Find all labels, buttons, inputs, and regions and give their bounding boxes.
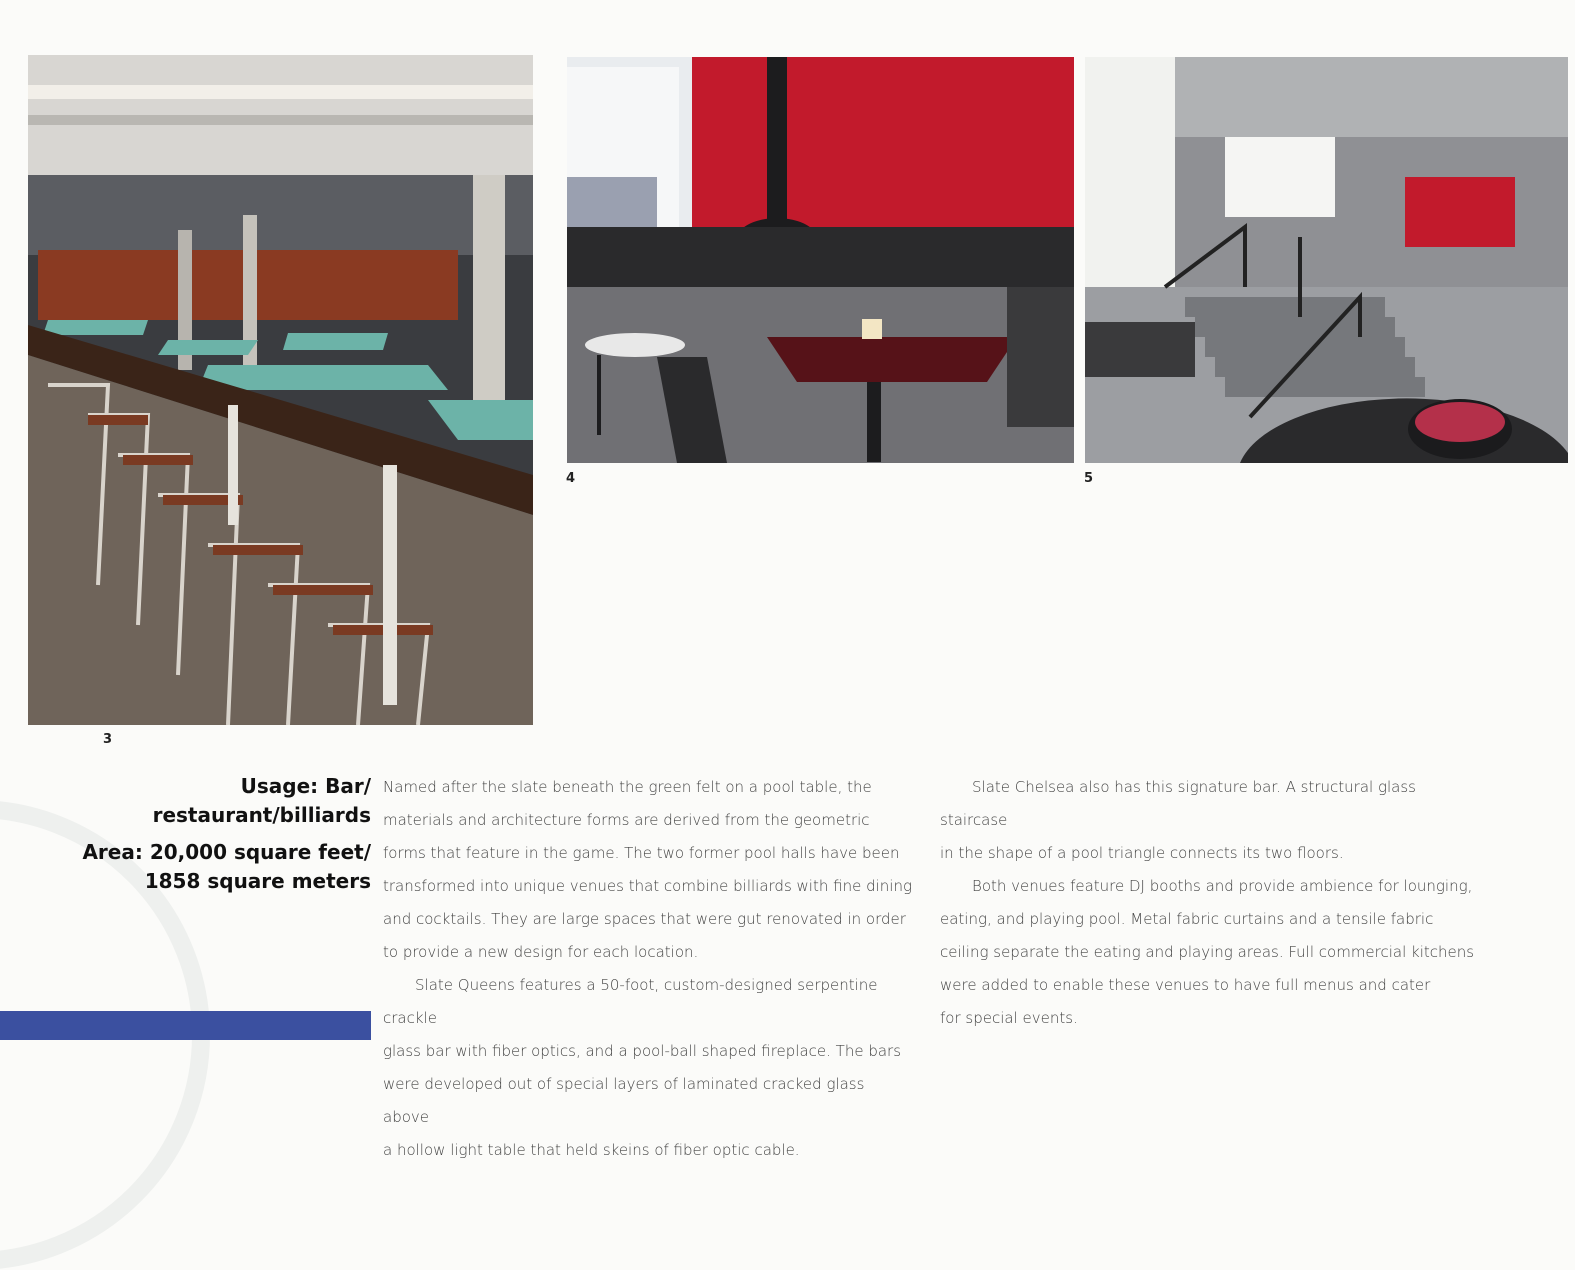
accent-bar bbox=[0, 1011, 371, 1040]
area-value: 1858 square meters bbox=[144, 869, 371, 893]
usage-value: restaurant/billiards bbox=[152, 803, 371, 827]
body-line: materials and architecture forms are derived from the geometric bbox=[383, 811, 870, 829]
body-line: a hollow light table that held skeins of fiber optic cable. bbox=[383, 1141, 800, 1159]
photo-caption: 5 bbox=[1084, 471, 1094, 486]
usage-label: Usage: Bar/ bbox=[240, 774, 371, 798]
body-line: were developed out of special layers of laminated cracked glass above bbox=[383, 1075, 865, 1126]
body-line: eating, and playing pool. Metal fabric curtains and a tensile fabric bbox=[940, 910, 1434, 928]
body-column-1 bbox=[383, 771, 913, 1167]
body-line: ceiling separate the eating and playing areas. Full commercial kitchens bbox=[940, 943, 1475, 961]
photo-caption: 3 bbox=[103, 732, 113, 747]
photo-bar-stairs bbox=[1085, 57, 1568, 463]
project-specs bbox=[60, 772, 371, 896]
photo-pool-hall bbox=[28, 55, 533, 725]
body-line: Slate Chelsea also has this signature bar. A structural glass staircase bbox=[940, 778, 1416, 829]
body-column-2 bbox=[940, 771, 1480, 1035]
body-line: Slate Queens features a 50-foot, custom-designed serpentine crackle bbox=[383, 976, 878, 1027]
photo-red-lounge bbox=[567, 57, 1074, 463]
body-line: forms that feature in the game. The two former pool halls have been bbox=[383, 844, 900, 862]
body-line: for special events. bbox=[940, 1009, 1078, 1027]
body-line: glass bar with fiber optics, and a pool-ball shaped fireplace. The bars bbox=[383, 1042, 902, 1060]
body-line: and cocktails. They are large spaces that were gut renovated in order bbox=[383, 910, 906, 928]
body-line: Named after the slate beneath the green felt on a pool table, the bbox=[383, 778, 872, 796]
body-line: in the shape of a pool triangle connects its two floors. bbox=[940, 844, 1344, 862]
area-label: Area: 20,000 square feet/ bbox=[82, 840, 371, 864]
body-line: to provide a new design for each location. bbox=[383, 943, 699, 961]
body-line: Both venues feature DJ booths and provide ambience for lounging, bbox=[972, 877, 1473, 895]
photo-caption: 4 bbox=[566, 471, 576, 486]
body-line: transformed into unique venues that combine billiards with fine dining bbox=[383, 877, 912, 895]
body-line: were added to enable these venues to have full menus and cater bbox=[940, 976, 1431, 994]
